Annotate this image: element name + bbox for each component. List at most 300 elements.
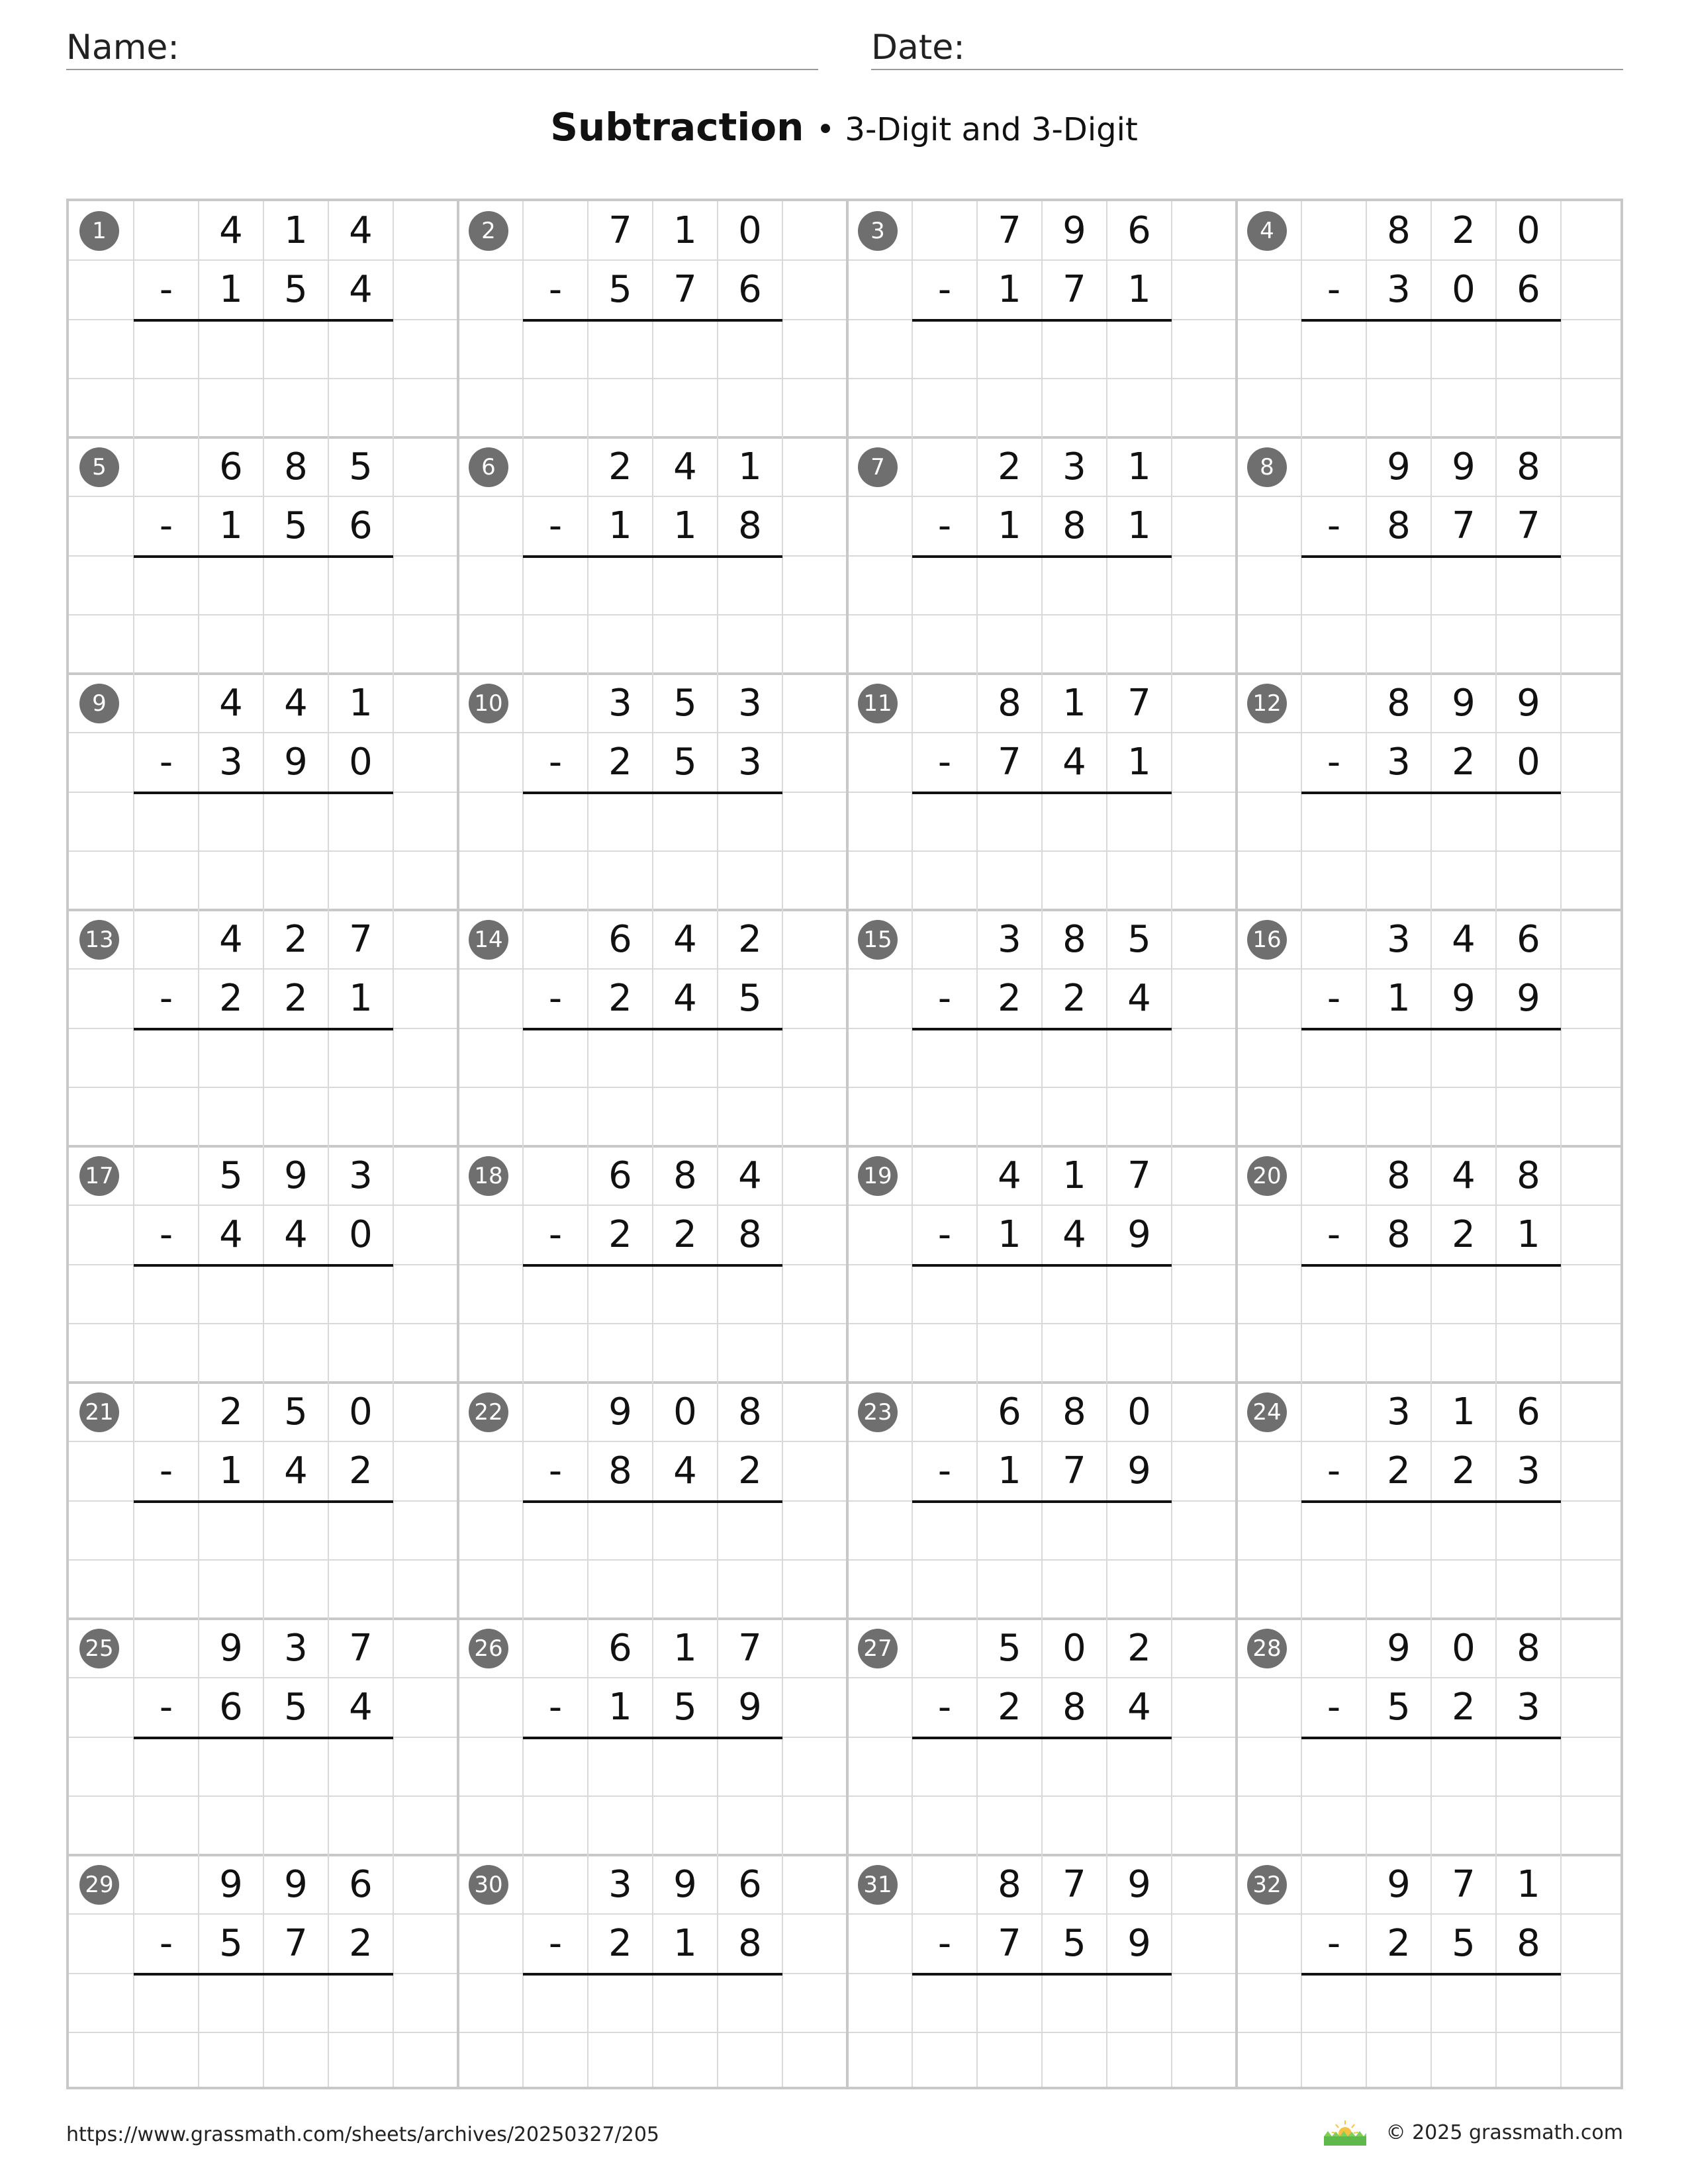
subtrahend-digit: 7 — [998, 1922, 1021, 1965]
problem-number-badge: 3 — [858, 211, 898, 251]
answer-line — [912, 319, 1172, 322]
minuend-digit: 9 — [1387, 1863, 1411, 1906]
subtrahend-digit: 4 — [349, 268, 373, 311]
minuend-digit: 6 — [219, 445, 243, 488]
problem-23 — [847, 1383, 1237, 1619]
problem-30 — [458, 1855, 847, 2091]
problem-number-badge: 31 — [858, 1865, 898, 1905]
minuend-digit: 7 — [608, 209, 632, 252]
subtrahend-digit: 1 — [673, 504, 697, 547]
subtrahend-digit: 2 — [1062, 977, 1086, 1020]
minuend-digit: 6 — [349, 1863, 373, 1906]
minus-sign: - — [1327, 1686, 1341, 1729]
subtrahend-digit: 3 — [1517, 1449, 1540, 1492]
problem-number-badge: 30 — [469, 1865, 508, 1905]
answer-line — [134, 1500, 393, 1503]
minuend-digit: 8 — [1387, 209, 1411, 252]
subtrahend-digit: 6 — [219, 1686, 243, 1729]
minus-sign: - — [548, 977, 563, 1020]
problem-number-badge: 26 — [469, 1629, 508, 1668]
problem-13 — [69, 910, 458, 1146]
answer-line — [1301, 555, 1561, 558]
subtrahend-digit: 3 — [1517, 1686, 1540, 1729]
subtrahend-digit: 4 — [1127, 1686, 1151, 1729]
subtrahend-digit: 1 — [673, 1922, 697, 1965]
minus-sign: - — [1327, 1449, 1341, 1492]
minuend-digit: 8 — [284, 445, 308, 488]
subtrahend-digit: 1 — [219, 504, 243, 547]
subtrahend-digit: 2 — [998, 977, 1021, 1020]
subtrahend-digit: 4 — [219, 1213, 243, 1256]
minuend-digit: 9 — [284, 1154, 308, 1197]
subtrahend-digit: 1 — [998, 1449, 1021, 1492]
answer-line — [523, 555, 782, 558]
problem-number-badge: 14 — [469, 920, 508, 960]
problem-number-badge: 29 — [79, 1865, 119, 1905]
minuend-digit: 9 — [219, 1863, 243, 1906]
minuend-digit: 6 — [738, 1863, 762, 1906]
minuend-digit: 4 — [673, 445, 697, 488]
minuend-digit: 5 — [1127, 918, 1151, 961]
grass-sun-logo-icon — [1320, 2118, 1370, 2147]
subtrahend-digit: 7 — [1452, 504, 1476, 547]
minuend-digit: 4 — [284, 682, 308, 725]
minuend-digit: 8 — [1387, 1154, 1411, 1197]
answer-line — [912, 1973, 1172, 1976]
subtrahend-digit: 3 — [219, 741, 243, 784]
date-field[interactable] — [871, 24, 1623, 70]
minuend-digit: 5 — [349, 445, 373, 488]
subtrahend-digit: 5 — [284, 504, 308, 547]
problem-number-badge: 19 — [858, 1156, 898, 1196]
problem-number-badge: 6 — [469, 447, 508, 487]
problem-19 — [847, 1146, 1237, 1383]
footer-brand — [1320, 2118, 1623, 2147]
subtrahend-digit: 2 — [1452, 1449, 1476, 1492]
minuend-digit: 4 — [673, 918, 697, 961]
problem-number-badge: 8 — [1247, 447, 1287, 487]
subtrahend-digit: 2 — [608, 1922, 632, 1965]
subtrahend-digit: 2 — [284, 977, 308, 1020]
subtrahend-digit: 2 — [1452, 1213, 1476, 1256]
answer-line — [1301, 319, 1561, 322]
minus-sign: - — [548, 741, 563, 784]
subtrahend-digit: 2 — [608, 741, 632, 784]
minuend-digit: 3 — [738, 682, 762, 725]
minuend-digit: 1 — [1062, 1154, 1086, 1197]
minuend-digit: 8 — [1062, 918, 1086, 961]
subtrahend-digit: 5 — [1387, 1686, 1411, 1729]
minuend-digit: 8 — [998, 682, 1021, 725]
answer-line — [912, 1737, 1172, 1739]
subtrahend-digit: 1 — [1517, 1213, 1540, 1256]
problem-number-badge: 10 — [469, 684, 508, 723]
minuend-digit: 4 — [349, 209, 373, 252]
subtrahend-digit: 2 — [998, 1686, 1021, 1729]
minus-sign: - — [937, 504, 952, 547]
subtrahend-digit: 8 — [1517, 1922, 1540, 1965]
answer-line — [134, 792, 393, 794]
problem-number-badge: 20 — [1247, 1156, 1287, 1196]
problem-number-badge: 23 — [858, 1392, 898, 1432]
problem-21 — [69, 1383, 458, 1619]
date-label: Date: — [871, 28, 965, 68]
minus-sign: - — [548, 1922, 563, 1965]
minuend-digit: 6 — [1517, 1390, 1540, 1433]
footer-url: https://www.grassmath.com/sheets/archives/20250327/205 — [66, 2123, 660, 2146]
minuend-digit: 3 — [998, 918, 1021, 961]
minus-sign: - — [937, 977, 952, 1020]
minuend-digit: 6 — [608, 1154, 632, 1197]
subtrahend-digit: 1 — [1127, 268, 1151, 311]
subtrahend-digit: 1 — [219, 268, 243, 311]
subtrahend-digit: 1 — [1127, 741, 1151, 784]
subtrahend-digit: 5 — [284, 268, 308, 311]
subtrahend-digit: 4 — [284, 1213, 308, 1256]
minuend-digit: 6 — [608, 918, 632, 961]
subtrahend-digit: 4 — [284, 1449, 308, 1492]
subtrahend-digit: 8 — [1387, 1213, 1411, 1256]
minuend-digit: 3 — [608, 1863, 632, 1906]
minuend-digit: 4 — [738, 1154, 762, 1197]
problem-16 — [1237, 910, 1626, 1146]
subtrahend-digit: 6 — [738, 268, 762, 311]
subtrahend-digit: 5 — [673, 1686, 697, 1729]
subtrahend-digit: 1 — [998, 1213, 1021, 1256]
minuend-digit: 7 — [738, 1627, 762, 1670]
minuend-digit: 9 — [1452, 445, 1476, 488]
subtrahend-digit: 5 — [219, 1922, 243, 1965]
problem-number-badge: 2 — [469, 211, 508, 251]
minuend-digit: 7 — [1127, 1154, 1151, 1197]
minus-sign: - — [1327, 504, 1341, 547]
subtrahend-digit: 2 — [1452, 1686, 1476, 1729]
problem-18 — [458, 1146, 847, 1383]
minuend-digit: 0 — [673, 1390, 697, 1433]
minuend-digit: 7 — [1062, 1863, 1086, 1906]
problem-26 — [458, 1619, 847, 1855]
problem-number-badge: 18 — [469, 1156, 508, 1196]
problem-6 — [458, 437, 847, 674]
problem-number-badge: 24 — [1247, 1392, 1287, 1432]
title-main: Subtraction — [550, 105, 804, 150]
minuend-digit: 4 — [1452, 1154, 1476, 1197]
subtrahend-digit: 8 — [738, 1922, 762, 1965]
minuend-digit: 2 — [284, 918, 308, 961]
subtrahend-digit: 8 — [1062, 504, 1086, 547]
minuend-digit: 9 — [673, 1863, 697, 1906]
problem-32 — [1237, 1855, 1626, 2091]
answer-line — [912, 1264, 1172, 1267]
minuend-digit: 4 — [219, 918, 243, 961]
minuend-digit: 9 — [219, 1627, 243, 1670]
minuend-digit: 7 — [1452, 1863, 1476, 1906]
minuend-digit: 1 — [673, 209, 697, 252]
subtrahend-digit: 4 — [1062, 741, 1086, 784]
minuend-digit: 5 — [219, 1154, 243, 1197]
subtrahend-digit: 3 — [1387, 268, 1411, 311]
subtrahend-digit: 8 — [608, 1449, 632, 1492]
minuend-digit: 4 — [998, 1154, 1021, 1197]
subtrahend-digit: 9 — [1452, 977, 1476, 1020]
name-field[interactable] — [66, 24, 818, 70]
minus-sign: - — [159, 977, 173, 1020]
subtrahend-digit: 4 — [1062, 1213, 1086, 1256]
footer-copyright: © 2025 grassmath.com — [1385, 2120, 1623, 2144]
minuend-digit: 2 — [608, 445, 632, 488]
minuend-digit: 2 — [738, 918, 762, 961]
problem-number-badge: 1 — [79, 211, 119, 251]
problem-number-badge: 15 — [858, 920, 898, 960]
subtrahend-digit: 5 — [673, 741, 697, 784]
minuend-digit: 0 — [1517, 209, 1540, 252]
minuend-digit: 9 — [1387, 1627, 1411, 1670]
subtrahend-digit: 5 — [284, 1686, 308, 1729]
minuend-digit: 5 — [673, 682, 697, 725]
minuend-digit: 3 — [608, 682, 632, 725]
subtrahend-digit: 2 — [349, 1449, 373, 1492]
subtrahend-digit: 2 — [738, 1449, 762, 1492]
problem-7 — [847, 437, 1237, 674]
minuend-digit: 7 — [1127, 682, 1151, 725]
subtrahend-digit: 9 — [1127, 1922, 1151, 1965]
subtrahend-digit: 7 — [1062, 1449, 1086, 1492]
minus-sign: - — [159, 741, 173, 784]
problem-number-badge: 16 — [1247, 920, 1287, 960]
minus-sign: - — [937, 1686, 952, 1729]
subtrahend-digit: 7 — [284, 1922, 308, 1965]
problem-31 — [847, 1855, 1237, 2091]
subtrahend-digit: 5 — [608, 268, 632, 311]
minuend-digit: 4 — [219, 209, 243, 252]
subtrahend-digit: 3 — [1387, 741, 1411, 784]
subtrahend-digit: 7 — [673, 268, 697, 311]
subtrahend-digit: 7 — [1517, 504, 1540, 547]
minuend-digit: 7 — [349, 1627, 373, 1670]
minuend-digit: 1 — [349, 682, 373, 725]
minus-sign: - — [548, 1449, 563, 1492]
subtrahend-digit: 0 — [349, 1213, 373, 1256]
subtrahend-digit: 9 — [284, 741, 308, 784]
problem-number-badge: 11 — [858, 684, 898, 723]
answer-line — [523, 792, 782, 794]
minus-sign: - — [1327, 741, 1341, 784]
problem-10 — [458, 674, 847, 910]
problem-17 — [69, 1146, 458, 1383]
problem-number-badge: 27 — [858, 1629, 898, 1668]
subtrahend-digit: 3 — [738, 741, 762, 784]
problem-number-badge: 25 — [79, 1629, 119, 1668]
problem-11 — [847, 674, 1237, 910]
minuend-digit: 3 — [284, 1627, 308, 1670]
problem-27 — [847, 1619, 1237, 1855]
subtrahend-digit: 2 — [608, 977, 632, 1020]
answer-line — [1301, 1264, 1561, 1267]
problem-number-badge: 12 — [1247, 684, 1287, 723]
answer-line — [134, 555, 393, 558]
problem-3 — [847, 201, 1237, 437]
minuend-digit: 8 — [1387, 682, 1411, 725]
minuend-digit: 8 — [738, 1390, 762, 1433]
minuend-digit: 2 — [219, 1390, 243, 1433]
answer-line — [912, 792, 1172, 794]
minuend-digit: 2 — [998, 445, 1021, 488]
minus-sign: - — [159, 504, 173, 547]
subtrahend-digit: 4 — [349, 1686, 373, 1729]
subtrahend-digit: 5 — [738, 977, 762, 1020]
problem-number-badge: 13 — [79, 920, 119, 960]
minus-sign: - — [159, 1213, 173, 1256]
problem-1 — [69, 201, 458, 437]
subtrahend-digit: 1 — [1387, 977, 1411, 1020]
minuend-digit: 5 — [998, 1627, 1021, 1670]
minuend-digit: 6 — [1127, 209, 1151, 252]
problem-4 — [1237, 201, 1626, 437]
answer-line — [912, 1028, 1172, 1030]
minuend-digit: 0 — [349, 1390, 373, 1433]
subtrahend-digit: 0 — [1452, 268, 1476, 311]
minuend-digit: 8 — [673, 1154, 697, 1197]
subtrahend-digit: 6 — [349, 504, 373, 547]
subtrahend-digit: 2 — [349, 1922, 373, 1965]
answer-line — [523, 1737, 782, 1739]
answer-line — [523, 1264, 782, 1267]
minus-sign: - — [1327, 1213, 1341, 1256]
problem-number-badge: 9 — [79, 684, 119, 723]
problem-28 — [1237, 1619, 1626, 1855]
minuend-digit: 1 — [284, 209, 308, 252]
name-label: Name: — [66, 28, 179, 68]
minuend-digit: 9 — [1517, 682, 1540, 725]
subtrahend-digit: 1 — [608, 504, 632, 547]
subtrahend-digit: 0 — [1517, 741, 1540, 784]
minuend-digit: 2 — [1127, 1627, 1151, 1670]
problem-14 — [458, 910, 847, 1146]
problem-2 — [458, 201, 847, 437]
answer-line — [1301, 792, 1561, 794]
minuend-digit: 3 — [1062, 445, 1086, 488]
minuend-digit: 8 — [1517, 445, 1540, 488]
subtrahend-digit: 1 — [219, 1449, 243, 1492]
minuend-digit: 3 — [349, 1154, 373, 1197]
minuend-digit: 0 — [738, 209, 762, 252]
minuend-digit: 9 — [1387, 445, 1411, 488]
minuend-digit: 9 — [1452, 682, 1476, 725]
problem-number-badge: 32 — [1247, 1865, 1287, 1905]
minuend-digit: 7 — [998, 209, 1021, 252]
answer-line — [1301, 1500, 1561, 1503]
minus-sign: - — [937, 268, 952, 311]
problem-number-badge: 21 — [79, 1392, 119, 1432]
minus-sign: - — [548, 504, 563, 547]
subtrahend-digit: 2 — [1387, 1922, 1411, 1965]
subtrahend-digit: 2 — [219, 977, 243, 1020]
problem-25 — [69, 1619, 458, 1855]
problem-grid — [66, 199, 1623, 2089]
problem-12 — [1237, 674, 1626, 910]
subtrahend-digit: 7 — [1062, 268, 1086, 311]
problem-number-badge: 7 — [858, 447, 898, 487]
problem-9 — [69, 674, 458, 910]
minuend-digit: 9 — [1062, 209, 1086, 252]
minus-sign: - — [1327, 268, 1341, 311]
minus-sign: - — [937, 741, 952, 784]
subtrahend-digit: 1 — [998, 268, 1021, 311]
minuend-digit: 8 — [998, 1863, 1021, 1906]
answer-line — [912, 1500, 1172, 1503]
minuend-digit: 6 — [1517, 918, 1540, 961]
minus-sign: - — [548, 268, 563, 311]
problem-number-badge: 22 — [469, 1392, 508, 1432]
worksheet-title — [0, 105, 1688, 150]
problem-15 — [847, 910, 1237, 1146]
subtrahend-digit: 2 — [608, 1213, 632, 1256]
subtrahend-digit: 6 — [1517, 268, 1540, 311]
minuend-digit: 8 — [1517, 1627, 1540, 1670]
subtrahend-digit: 0 — [349, 741, 373, 784]
minuend-digit: 1 — [1517, 1863, 1540, 1906]
subtrahend-digit: 1 — [998, 504, 1021, 547]
minuend-digit: 5 — [284, 1390, 308, 1433]
minus-sign: - — [937, 1449, 952, 1492]
minuend-digit: 2 — [1452, 209, 1476, 252]
answer-line — [134, 319, 393, 322]
minuend-digit: 1 — [1062, 682, 1086, 725]
problem-20 — [1237, 1146, 1626, 1383]
subtrahend-digit: 8 — [1387, 504, 1411, 547]
minus-sign: - — [937, 1213, 952, 1256]
minuend-digit: 8 — [1062, 1390, 1086, 1433]
minuend-digit: 9 — [608, 1390, 632, 1433]
minuend-digit: 9 — [284, 1863, 308, 1906]
minuend-digit: 1 — [1127, 445, 1151, 488]
subtrahend-digit: 4 — [673, 1449, 697, 1492]
subtrahend-digit: 5 — [1452, 1922, 1476, 1965]
problem-number-badge: 28 — [1247, 1629, 1287, 1668]
problem-number-badge: 4 — [1247, 211, 1287, 251]
answer-line — [134, 1264, 393, 1267]
answer-line — [912, 555, 1172, 558]
minuend-digit: 1 — [738, 445, 762, 488]
minuend-digit: 3 — [1387, 918, 1411, 961]
minus-sign: - — [937, 1922, 952, 1965]
minuend-digit: 4 — [1452, 918, 1476, 961]
minuend-digit: 0 — [1452, 1627, 1476, 1670]
minus-sign: - — [159, 268, 173, 311]
subtrahend-digit: 9 — [738, 1686, 762, 1729]
subtrahend-digit: 8 — [1062, 1686, 1086, 1729]
answer-line — [523, 1028, 782, 1030]
minuend-digit: 1 — [1452, 1390, 1476, 1433]
minuend-digit: 9 — [1127, 1863, 1151, 1906]
subtrahend-digit: 4 — [673, 977, 697, 1020]
problem-24 — [1237, 1383, 1626, 1619]
problem-22 — [458, 1383, 847, 1619]
minuend-digit: 0 — [1127, 1390, 1151, 1433]
subtrahend-digit: 9 — [1127, 1449, 1151, 1492]
title-subtitle: • 3-Digit and 3-Digit — [816, 111, 1138, 148]
minus-sign: - — [159, 1449, 173, 1492]
minuend-digit: 6 — [998, 1390, 1021, 1433]
subtrahend-digit: 9 — [1127, 1213, 1151, 1256]
minuend-digit: 8 — [1517, 1154, 1540, 1197]
subtrahend-digit: 8 — [738, 1213, 762, 1256]
problem-8 — [1237, 437, 1626, 674]
minus-sign: - — [159, 1922, 173, 1965]
minuend-digit: 3 — [1387, 1390, 1411, 1433]
minuend-digit: 7 — [349, 918, 373, 961]
minus-sign: - — [548, 1686, 563, 1729]
